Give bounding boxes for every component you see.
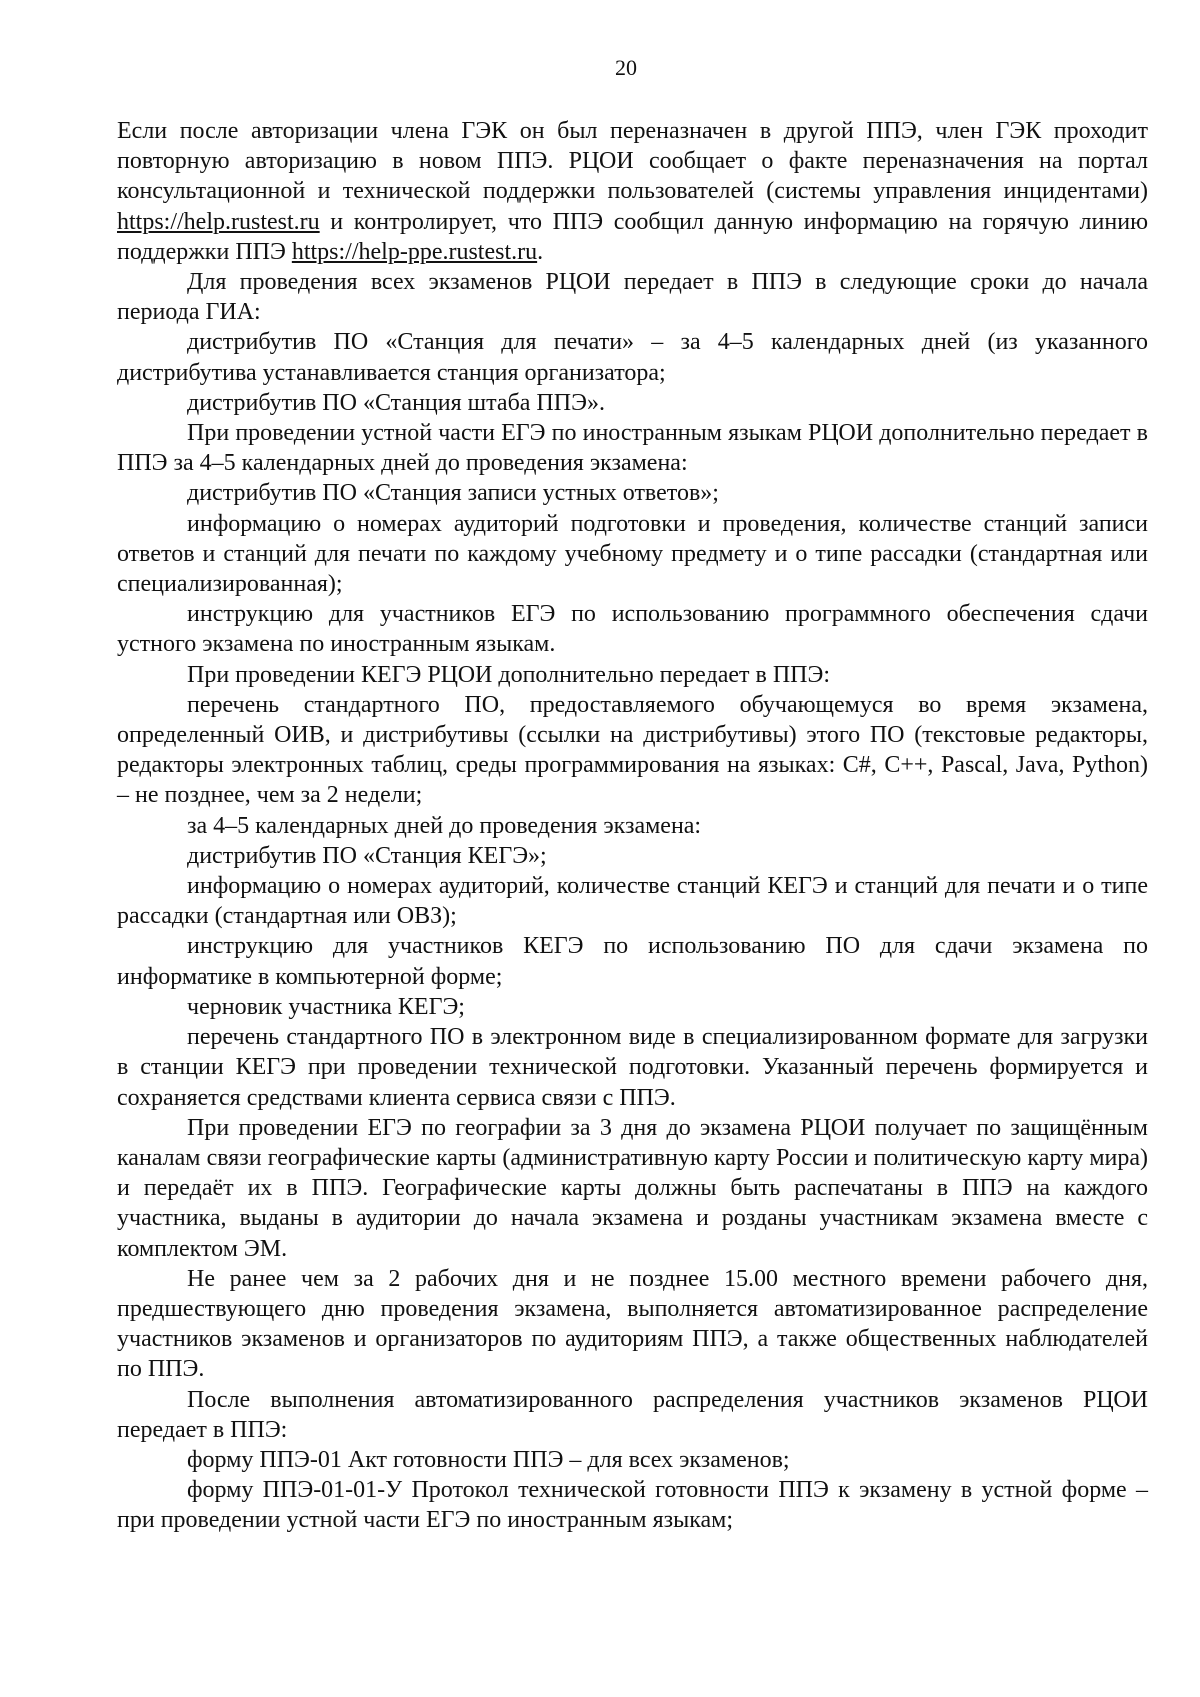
document-body: [117, 116, 1148, 1536]
paragraph-text: и контролирует, что ППЭ сообщил данную информацию на горячую линию поддержки ППЭ: [117, 208, 1148, 265]
help-portal-link[interactable]: https://help.rustest.ru: [117, 208, 320, 235]
page-number: 20: [615, 55, 637, 80]
paragraph: Для проведения всех экзаменов РЦОИ передает в ППЭ в следующие сроки до начала периода ГИА:: [117, 269, 1148, 326]
list-item: форму ППЭ-01-01-У Протокол технической готовности ППЭ к экзамену в устной форме – при проведении устной части ЕГЭ по иностранным языкам;: [117, 1477, 1148, 1534]
ppe-hotline-link[interactable]: https://help-ppe.rustest.ru: [291, 238, 538, 265]
list-item: информацию о номерах аудиторий, количестве станций КЕГЭ и станций для печати и о типе рассадки (стандартная или ОВЗ);: [117, 873, 1148, 930]
paragraph-text: .: [537, 238, 544, 265]
paragraph: При проведении ЕГЭ по географии за 3 дня до экзамена РЦОИ получает по защищённым каналам связи географические карты (административную карту России и политическую карту мира) и передаёт их в ППЭ. Географические карты должны быть распечатаны в ППЭ на каждого участника, выданы в аудитории до начала экзамена и розданы участникам экзамена вместе с комплектом ЭМ.: [117, 1114, 1148, 1262]
paragraph: Не ранее чем за 2 рабочих дня и не позднее 15.00 местного времени рабочего дня, предшествующего дню проведения экзамена, выполняется автоматизированное распределение участников экзаменов и организаторов по аудиториям ППЭ, а также общественных наблюдателей по ППЭ.: [117, 1265, 1148, 1383]
list-item: форму ППЭ-01 Акт готовности ППЭ – для всех экзаменов;: [187, 1446, 790, 1473]
paragraph: После выполнения автоматизированного распределения участников экзаменов РЦОИ передает в ППЭ:: [117, 1386, 1148, 1443]
list-item: за 4–5 календарных дней до проведения экзамена:: [187, 812, 702, 839]
paragraph-text: Если после авторизации члена ГЭК он был переназначен в другой ППЭ, член ГЭК проходит повторную авторизацию в новом ППЭ. РЦОИ сообщает о факте переназначения на портал консультационной и технической поддержки пользователей (системы управления инцидентами): [117, 118, 1148, 205]
list-item: дистрибутив ПО «Станция КЕГЭ»;: [187, 842, 547, 869]
list-item: черновик участника КЕГЭ;: [187, 993, 465, 1020]
paragraph: При проведении устной части ЕГЭ по иностранным языкам РЦОИ дополнительно передает в ППЭ за 4–5 календарных дней до проведения экзамена:: [117, 420, 1148, 477]
list-item: дистрибутив ПО «Станция для печати» – за 4–5 календарных дней (из указанного дистрибутива устанавливается станция организатора;: [117, 329, 1148, 386]
paragraph-reassignment: [117, 116, 1148, 267]
list-item: перечень стандартного ПО, предоставляемого обучающемуся во время экзамена, определенный ОИВ, и дистрибутивы (ссылки на дистрибутивы) этого ПО (текстовые редакторы, редакторы электронных таблиц, среды программирования на языках: C#, C++, Pascal, Java, Python) – не позднее, чем за 2 недели;: [117, 691, 1148, 809]
list-item: инструкцию для участников ЕГЭ по использованию программного обеспечения сдачи устного экзамена по иностранным языкам.: [117, 601, 1148, 658]
paragraph: При проведении КЕГЭ РЦОИ дополнительно передает в ППЭ:: [187, 661, 831, 688]
list-item: дистрибутив ПО «Станция штаба ППЭ».: [187, 389, 605, 416]
list-item: перечень стандартного ПО в электронном виде в специализированном формате для загрузки в станции КЕГЭ при проведении технической подготовки. Указанный перечень формируется и сохраняется средствами клиента сервиса связи с ППЭ.: [117, 1024, 1148, 1111]
list-item: информацию о номерах аудиторий подготовки и проведения, количестве станций записи ответов и станций для печати по каждому учебному предмету и о типе рассадки (стандартная или специализированная);: [117, 510, 1148, 598]
list-item: инструкцию для участников КЕГЭ по использованию ПО для сдачи экзамена по информатике в компьютерной форме;: [117, 933, 1148, 990]
list-item: дистрибутив ПО «Станция записи устных ответов»;: [187, 480, 719, 507]
